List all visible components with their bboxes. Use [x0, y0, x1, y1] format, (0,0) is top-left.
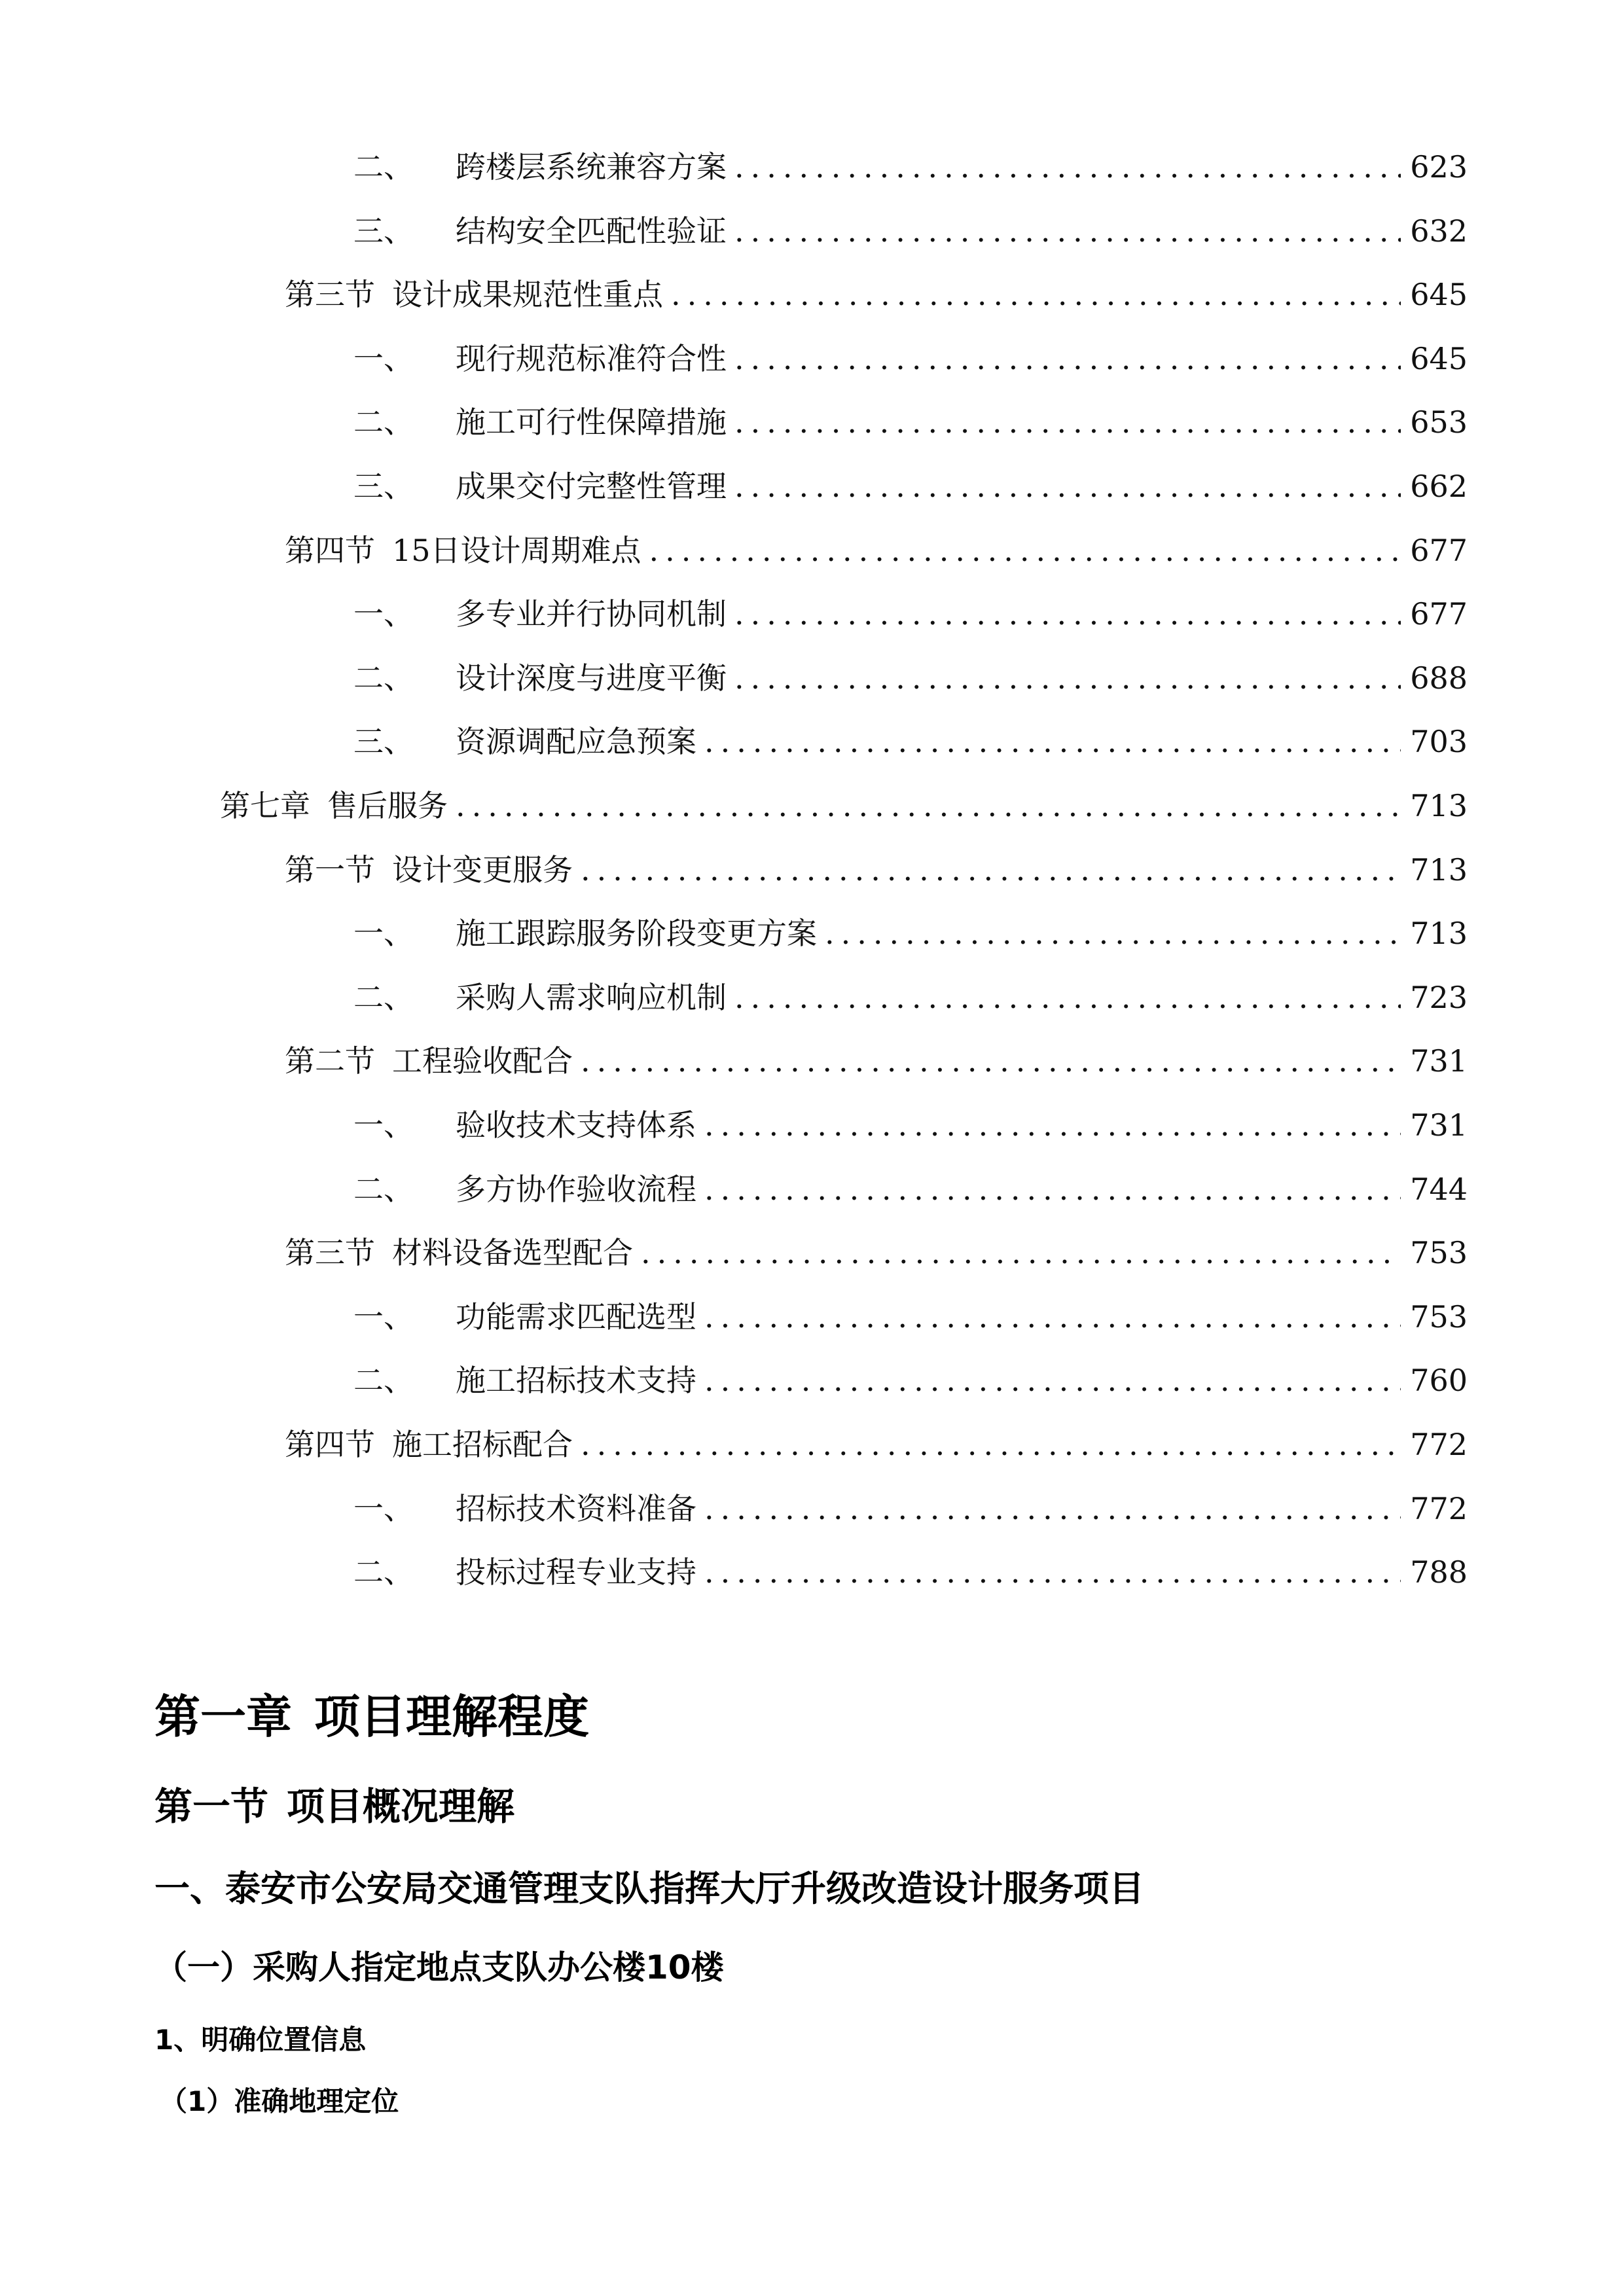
toc-entry-number: 一、 [353, 916, 414, 951]
toc-entry-number: 二、 [353, 1363, 414, 1398]
toc-entry-number: 二、 [353, 1172, 414, 1207]
toc-entry-title: 设计变更服务 [392, 852, 573, 888]
toc-entry-title: 多专业并行协同机制 [456, 596, 727, 632]
toc-entry-page: 653 [1410, 404, 1468, 440]
toc-entry-title: 跨楼层系统兼容方案 [456, 149, 727, 185]
toc-entry-page: 772 [1410, 1427, 1468, 1462]
toc-entry[interactable] [353, 1297, 1468, 1336]
section-heading [154, 1782, 514, 1831]
toc-entry-number: 第三节 [285, 1235, 375, 1270]
toc-entry[interactable] [285, 531, 1468, 570]
toc-entry[interactable] [285, 1233, 1468, 1272]
toc-dot-leader [456, 786, 1401, 825]
toc-entry-page: 713 [1410, 916, 1468, 951]
toc-entry-number: 一、 [353, 1491, 414, 1526]
toc-entry-title: 多方协作验收流程 [456, 1172, 696, 1207]
toc-entry[interactable] [353, 403, 1468, 442]
toc-entry-number: 第二节 [285, 1043, 375, 1079]
toc-dot-leader [734, 403, 1401, 442]
toc-dot-leader [581, 850, 1401, 889]
toc-entry-page: 632 [1410, 213, 1468, 249]
toc-entry[interactable] [353, 1170, 1468, 1209]
toc-entry-title: 采购人需求响应机制 [456, 980, 727, 1015]
toc-entry-title: 设计深度与进度平衡 [456, 660, 727, 696]
toc-entry-title: 成果交付完整性管理 [456, 469, 727, 504]
toc-entry-title: 15日设计周期难点 [392, 533, 641, 568]
toc-entry[interactable] [220, 786, 1468, 825]
chapter-title: 项目理解程度 [314, 1690, 589, 1744]
toc-entry[interactable] [285, 275, 1468, 314]
chapter-heading [154, 1687, 589, 1746]
toc-entry[interactable] [353, 147, 1468, 187]
toc-entry-page: 731 [1410, 1043, 1468, 1079]
toc-entry-title: 设计成果规范性重点 [392, 277, 663, 312]
toc-entry[interactable] [353, 467, 1468, 506]
toc-entry-page: 753 [1410, 1299, 1468, 1335]
toc-dot-leader [734, 658, 1401, 698]
toc-dot-leader [734, 339, 1401, 378]
toc-dot-leader [704, 722, 1401, 761]
section-number: 第一节 [154, 1784, 269, 1829]
toc-entry-title: 施工招标配合 [392, 1427, 573, 1462]
toc-dot-leader [671, 275, 1401, 314]
subitem-heading: （一）采购人指定地点支队办公楼10楼 [154, 1948, 724, 1986]
toc-dot-leader [734, 594, 1401, 634]
toc-entry-number: 二、 [353, 660, 414, 696]
toc-entry[interactable] [353, 978, 1468, 1017]
toc-entry-number: 二、 [353, 980, 414, 1015]
toc-entry-page: 688 [1410, 660, 1468, 696]
toc-entry-page: 703 [1410, 724, 1468, 759]
toc-entry-page: 623 [1410, 149, 1468, 185]
toc-entry-number: 二、 [353, 149, 414, 185]
toc-entry[interactable] [353, 211, 1468, 251]
toc-dot-leader [581, 1425, 1401, 1464]
toc-entry-page: 662 [1410, 469, 1468, 504]
toc-entry-title: 结构安全匹配性验证 [456, 213, 727, 249]
toc-dot-leader [734, 211, 1401, 251]
toc-entry-number: 三、 [353, 724, 414, 759]
toc-entry-number: 第七章 [220, 788, 310, 823]
toc-entry-title: 工程验收配合 [392, 1043, 573, 1079]
toc-entry-number: 第一节 [285, 852, 375, 888]
toc-dot-leader [704, 1105, 1401, 1145]
toc-entry[interactable] [353, 594, 1468, 634]
toc-entry[interactable] [285, 1041, 1468, 1081]
toc-entry-number: 第四节 [285, 1427, 375, 1462]
toc-entry-page: 772 [1410, 1491, 1468, 1526]
toc-entry-number: 一、 [353, 1107, 414, 1143]
toc-entry-title: 施工招标技术支持 [456, 1363, 696, 1398]
toc-entry-title: 招标技术资料准备 [456, 1491, 696, 1526]
toc-entry-title: 投标过程专业支持 [456, 1554, 696, 1590]
toc-entry-page: 677 [1410, 533, 1468, 568]
section-title: 项目概况理解 [287, 1784, 515, 1829]
toc-entry-title: 施工可行性保障措施 [456, 404, 727, 440]
toc-dot-leader [581, 1041, 1401, 1081]
toc-entry[interactable] [353, 1361, 1468, 1400]
item-heading: 一、泰安市公安局交通管理支队指挥大厅升级改造设计服务项目 [154, 1868, 1144, 1909]
toc-entry-number: 一、 [353, 1299, 414, 1335]
toc-entry-title: 验收技术支持体系 [456, 1107, 696, 1143]
toc-entry-page: 645 [1410, 277, 1468, 312]
toc-entry-number: 二、 [353, 1554, 414, 1590]
toc-entry-page: 723 [1410, 980, 1468, 1015]
toc-entry-title: 材料设备选型配合 [392, 1235, 633, 1270]
toc-entry[interactable] [285, 850, 1468, 889]
toc-entry-page: 713 [1410, 788, 1468, 823]
toc-dot-leader [704, 1361, 1401, 1400]
toc-dot-leader [734, 147, 1401, 187]
toc-dot-leader [734, 467, 1401, 506]
toc-entry[interactable] [353, 914, 1468, 953]
toc-entry-number: 第四节 [285, 533, 375, 568]
toc-entry-title: 功能需求匹配选型 [456, 1299, 696, 1335]
toc-dot-leader [734, 978, 1401, 1017]
chapter-number: 第一章 [154, 1690, 292, 1744]
toc-dot-leader [704, 1170, 1401, 1209]
toc-entry-title: 施工跟踪服务阶段变更方案 [456, 916, 817, 951]
toc-entry-number: 三、 [353, 213, 414, 249]
toc-entry[interactable] [353, 1489, 1468, 1528]
toc-entry-number: 一、 [353, 596, 414, 632]
toc-entry-number: 一、 [353, 341, 414, 376]
toc-entry-page: 645 [1410, 341, 1468, 376]
toc-entry-title: 售后服务 [327, 788, 448, 823]
toc-entry-number: 二、 [353, 404, 414, 440]
toc-dot-leader [704, 1297, 1401, 1336]
parenthesized-heading: （1）准确地理定位 [160, 2085, 399, 2117]
toc-entry[interactable] [353, 658, 1468, 698]
toc-dot-leader [704, 1489, 1401, 1528]
toc-dot-leader [825, 914, 1401, 953]
toc-entry-page: 713 [1410, 852, 1468, 888]
toc-entry-number: 三、 [353, 469, 414, 504]
toc-entry-page: 731 [1410, 1107, 1468, 1143]
toc-entry[interactable] [353, 722, 1468, 761]
toc-dot-leader [641, 1233, 1401, 1272]
toc-entry-title: 现行规范标准符合性 [456, 341, 727, 376]
toc-dot-leader [649, 531, 1401, 570]
toc-entry-title: 资源调配应急预案 [456, 724, 696, 759]
toc-entry-page: 677 [1410, 596, 1468, 632]
toc-entry[interactable] [353, 339, 1468, 378]
toc-entry[interactable] [353, 1105, 1468, 1145]
toc-entry-page: 788 [1410, 1554, 1468, 1590]
toc-entry-page: 744 [1410, 1172, 1468, 1207]
toc-dot-leader [704, 1552, 1401, 1592]
toc-entry-page: 753 [1410, 1235, 1468, 1270]
toc-entry[interactable] [353, 1552, 1468, 1592]
numbered-heading: 1、明确位置信息 [154, 2024, 367, 2056]
toc-entry-number: 第三节 [285, 277, 375, 312]
toc-entry[interactable] [285, 1425, 1468, 1464]
toc-entry-page: 760 [1410, 1363, 1468, 1398]
